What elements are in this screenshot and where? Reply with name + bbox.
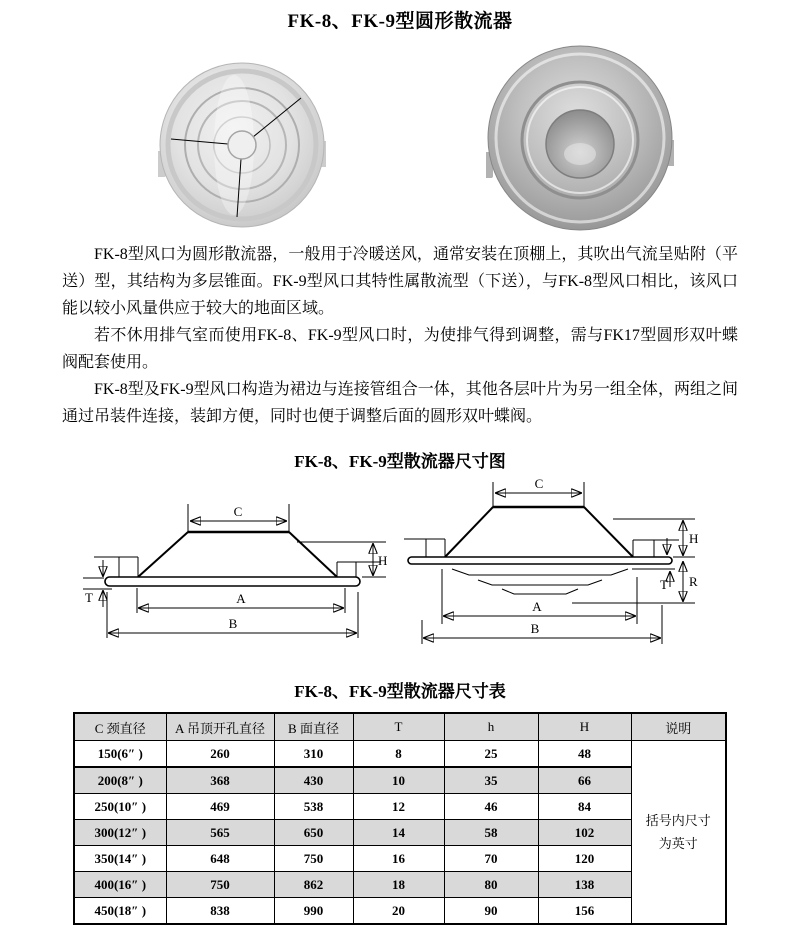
table-cell: 120	[538, 846, 631, 872]
dim-label-t: T	[660, 577, 668, 592]
table-note-cell: 括号内尺寸为英寸	[631, 741, 726, 925]
table-cell: 10	[353, 767, 444, 794]
table-cell: 12	[353, 794, 444, 820]
table-cell: 90	[444, 898, 538, 925]
dim-label-a: A	[532, 599, 542, 614]
table-row	[74, 898, 726, 925]
paragraph: FK-8型及FK-9型风口构造为裙边与连接管组合一体，其他各层叶片为另一组全体，两组之间通过吊装件连接，装卸方便，同时也便于调整后面的圆形双叶蝶阀。	[62, 381, 738, 425]
dimension-diagram-title: FK-8、FK-9型散流器尺寸图	[294, 452, 506, 471]
table-cell: 750	[274, 846, 353, 872]
table-cell: 16	[353, 846, 444, 872]
size-table	[73, 712, 727, 925]
table-header-row	[74, 713, 726, 741]
header-cell: 说明	[631, 713, 726, 741]
table-cell: 430	[274, 767, 353, 794]
table-cell: 35	[444, 767, 538, 794]
table-cell: 8	[353, 741, 444, 768]
product-photos	[0, 35, 800, 235]
table-cell: 46	[444, 794, 538, 820]
dim-label-b: B	[228, 616, 238, 631]
table-cell: 565	[166, 820, 274, 846]
table-row	[74, 846, 726, 872]
table-cell: 156	[538, 898, 631, 925]
dim-label-h: H	[378, 553, 388, 568]
fk8-dimension-drawing	[82, 480, 392, 652]
table-cell: 368	[166, 767, 274, 794]
table-cell: 400(16″ )	[74, 872, 166, 898]
dim-label-t: T	[85, 590, 93, 605]
header-cell: T	[353, 713, 444, 741]
table-cell: 150(6″ )	[74, 741, 166, 768]
table-cell: 350(14″ )	[74, 846, 166, 872]
page-title: FK-8、FK-9型圆形散流器	[287, 11, 513, 32]
table-cell: 200(8″ )	[74, 767, 166, 794]
table-row	[74, 794, 726, 820]
dimension-diagrams	[0, 474, 800, 660]
header-cell: h	[444, 713, 538, 741]
size-table-body	[74, 741, 726, 925]
table-cell: 750	[166, 872, 274, 898]
table-cell: 102	[538, 820, 631, 846]
table-cell: 310	[274, 741, 353, 768]
table-cell: 260	[166, 741, 274, 768]
table-cell: 450(18″ )	[74, 898, 166, 925]
header-cell: A 吊顶开孔直径	[166, 713, 274, 741]
table-cell: 990	[274, 898, 353, 925]
table-cell: 300(12″ )	[74, 820, 166, 846]
hub	[228, 131, 256, 159]
table-cell: 84	[538, 794, 631, 820]
table-cell: 838	[166, 898, 274, 925]
table-cell: 650	[274, 820, 353, 846]
table-cell: 25	[444, 741, 538, 768]
table-cell: 648	[166, 846, 274, 872]
table-cell: 14	[353, 820, 444, 846]
description-text	[62, 241, 738, 430]
dim-label-b: B	[530, 621, 540, 636]
table-row	[74, 767, 726, 794]
table-row	[74, 741, 726, 768]
table-row	[74, 820, 726, 846]
table-cell: 138	[538, 872, 631, 898]
table-row	[74, 872, 726, 898]
table-cell: 469	[166, 794, 274, 820]
fk8-diffuser-photo	[158, 61, 326, 229]
table-cell: 66	[538, 767, 631, 794]
table-cell: 58	[444, 820, 538, 846]
size-table-title: FK-8、FK-9型散流器尺寸表	[294, 682, 506, 701]
dim-label-r: R	[689, 574, 698, 589]
header-cell: B 面直径	[274, 713, 353, 741]
table-cell: 538	[274, 794, 353, 820]
dim-label-c: C	[233, 504, 243, 519]
paragraph: 若不休用排气室而使用FK-8、FK-9型风口时，为使排气得到调整，需与FK17型圆形双叶蝶阀配套使用。	[62, 327, 738, 371]
header-cell: C 颈直径	[74, 713, 166, 741]
table-cell: 70	[444, 846, 538, 872]
dim-label-c: C	[534, 476, 544, 491]
table-cell: 250(10″ )	[74, 794, 166, 820]
dim-label-h: H	[689, 531, 699, 546]
dim-label-a: A	[236, 591, 246, 606]
header-cell: H	[538, 713, 631, 741]
table-cell: 48	[538, 741, 631, 768]
paragraph: FK-8型风口为圆形散流器，一般用于冷暖送风，通常安装在顶棚上，其吹出气流呈贴附（平送）型，其结构为多层锥面。FK-9型风口其特性属散流型（下送），与FK-8型风口相比，该风口能以较小风量供应于较大的地面区域。	[62, 246, 738, 317]
fk9-dimension-drawing	[402, 474, 722, 654]
table-cell: 80	[444, 872, 538, 898]
table-cell: 862	[274, 872, 353, 898]
table-cell: 20	[353, 898, 444, 925]
fk9-diffuser-photo	[486, 44, 674, 232]
table-cell: 18	[353, 872, 444, 898]
